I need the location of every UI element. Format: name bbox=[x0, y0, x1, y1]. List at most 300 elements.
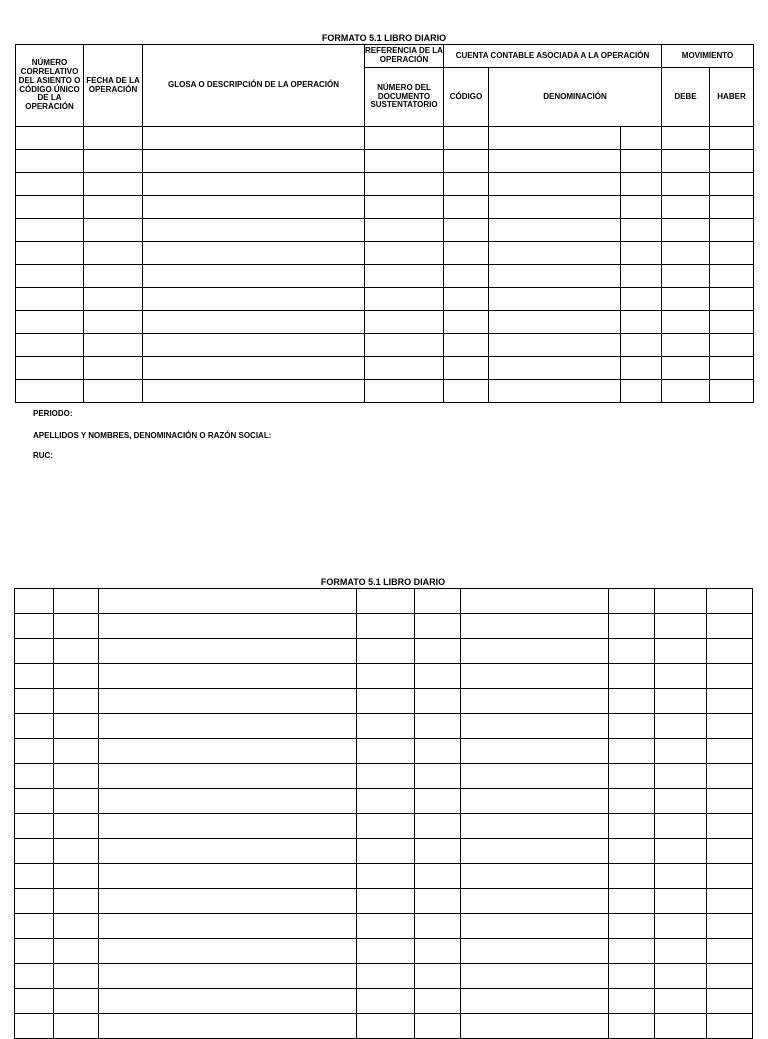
table-cell bbox=[365, 150, 444, 173]
table-cell bbox=[655, 764, 707, 789]
table-cell bbox=[15, 589, 54, 614]
table-cell bbox=[609, 914, 655, 939]
table-cell bbox=[84, 288, 143, 311]
table-cell bbox=[444, 242, 489, 265]
table-row bbox=[15, 764, 753, 789]
table-cell bbox=[489, 334, 621, 357]
header-denominacion: DENOMINACIÓN bbox=[489, 68, 662, 127]
table-cell bbox=[16, 288, 84, 311]
table-cell bbox=[99, 789, 357, 814]
table-cell bbox=[415, 714, 461, 739]
table-cell bbox=[357, 589, 415, 614]
table-cell bbox=[15, 1014, 54, 1039]
table-cell bbox=[15, 964, 54, 989]
table-row bbox=[16, 173, 754, 196]
table-cell bbox=[662, 150, 710, 173]
table-cell bbox=[461, 839, 609, 864]
table-cell bbox=[655, 614, 707, 639]
table-cell bbox=[710, 219, 754, 242]
header-glosa: GLOSA O DESCRIPCIÓN DE LA OPERACIÓN bbox=[143, 45, 365, 127]
table-cell bbox=[609, 689, 655, 714]
table-cell bbox=[621, 357, 662, 380]
table-row bbox=[15, 989, 753, 1014]
table-cell bbox=[662, 311, 710, 334]
table-cell bbox=[461, 889, 609, 914]
table-cell bbox=[662, 196, 710, 219]
table-cell bbox=[489, 219, 621, 242]
table-row bbox=[16, 288, 754, 311]
table-cell bbox=[707, 914, 753, 939]
table-cell bbox=[707, 964, 753, 989]
table-cell bbox=[655, 664, 707, 689]
table-cell bbox=[15, 764, 54, 789]
table-cell bbox=[707, 864, 753, 889]
table-cell bbox=[357, 839, 415, 864]
table-cell bbox=[461, 864, 609, 889]
table-cell bbox=[357, 764, 415, 789]
table-cell bbox=[662, 334, 710, 357]
table-cell bbox=[609, 864, 655, 889]
header-codigo: CÓDIGO bbox=[444, 68, 489, 127]
table-cell bbox=[84, 173, 143, 196]
table-cell bbox=[54, 664, 99, 689]
table-cell bbox=[621, 196, 662, 219]
table-cell bbox=[609, 589, 655, 614]
table-cell bbox=[444, 219, 489, 242]
libro-diario-table-1 bbox=[15, 44, 754, 403]
table-cell bbox=[662, 357, 710, 380]
table-cell bbox=[99, 839, 357, 864]
table-cell bbox=[489, 311, 621, 334]
table-cell bbox=[415, 589, 461, 614]
table-cell bbox=[415, 739, 461, 764]
table-cell bbox=[621, 127, 662, 150]
table-cell bbox=[461, 914, 609, 939]
table-row bbox=[15, 639, 753, 664]
table-cell bbox=[461, 814, 609, 839]
table-cell bbox=[16, 150, 84, 173]
table-cell bbox=[609, 639, 655, 664]
table-row bbox=[16, 357, 754, 380]
table-cell bbox=[655, 939, 707, 964]
table-cell bbox=[662, 265, 710, 288]
table-cell bbox=[710, 311, 754, 334]
table-cell bbox=[54, 964, 99, 989]
table-cell bbox=[621, 380, 662, 403]
table-cell bbox=[710, 150, 754, 173]
table-cell bbox=[365, 265, 444, 288]
table-cell bbox=[461, 789, 609, 814]
table-cell bbox=[54, 914, 99, 939]
table-cell bbox=[710, 127, 754, 150]
table-row bbox=[15, 864, 753, 889]
table-cell bbox=[365, 357, 444, 380]
table-cell bbox=[710, 242, 754, 265]
table-cell bbox=[15, 864, 54, 889]
table-cell bbox=[444, 173, 489, 196]
table-cell bbox=[444, 357, 489, 380]
table-cell bbox=[84, 127, 143, 150]
table-cell bbox=[609, 839, 655, 864]
table-cell bbox=[609, 989, 655, 1014]
table-row bbox=[15, 839, 753, 864]
table-cell bbox=[710, 288, 754, 311]
table-cell bbox=[54, 639, 99, 664]
table-cell bbox=[444, 127, 489, 150]
table-cell bbox=[707, 789, 753, 814]
table-cell bbox=[84, 357, 143, 380]
table-cell bbox=[707, 689, 753, 714]
table-cell bbox=[415, 639, 461, 664]
table-cell bbox=[16, 196, 84, 219]
table-cell bbox=[99, 914, 357, 939]
table-cell bbox=[655, 639, 707, 664]
table-cell bbox=[15, 739, 54, 764]
table-cell bbox=[444, 380, 489, 403]
header-debe: DEBE bbox=[662, 68, 710, 127]
periodo-label: PERIODO: bbox=[33, 409, 73, 418]
table-row bbox=[15, 589, 753, 614]
table-cell bbox=[54, 939, 99, 964]
table-cell bbox=[16, 334, 84, 357]
table-cell bbox=[99, 639, 357, 664]
table-cell bbox=[609, 939, 655, 964]
table-cell bbox=[16, 127, 84, 150]
table-cell bbox=[99, 814, 357, 839]
table-cell bbox=[357, 889, 415, 914]
table-cell bbox=[707, 839, 753, 864]
table-cell bbox=[489, 380, 621, 403]
table-cell bbox=[84, 150, 143, 173]
table-cell bbox=[444, 196, 489, 219]
table-cell bbox=[357, 664, 415, 689]
table-cell bbox=[609, 814, 655, 839]
table-cell bbox=[707, 589, 753, 614]
table-cell bbox=[357, 939, 415, 964]
table-cell bbox=[489, 288, 621, 311]
table-cell bbox=[16, 219, 84, 242]
table-cell bbox=[357, 1014, 415, 1039]
table-cell bbox=[707, 889, 753, 914]
table-cell bbox=[707, 739, 753, 764]
table-cell bbox=[415, 764, 461, 789]
table-cell bbox=[357, 689, 415, 714]
table-cell bbox=[99, 864, 357, 889]
table-cell bbox=[54, 1014, 99, 1039]
table-cell bbox=[707, 639, 753, 664]
table-cell bbox=[143, 127, 365, 150]
table-cell bbox=[143, 311, 365, 334]
table-cell bbox=[365, 288, 444, 311]
table-cell bbox=[710, 173, 754, 196]
table-cell bbox=[444, 311, 489, 334]
table-cell bbox=[16, 242, 84, 265]
table-cell bbox=[99, 664, 357, 689]
table-cell bbox=[609, 714, 655, 739]
table-cell bbox=[609, 739, 655, 764]
table-cell bbox=[54, 989, 99, 1014]
table-cell bbox=[489, 357, 621, 380]
table-cell bbox=[655, 889, 707, 914]
razon-social-label: APELLIDOS Y NOMBRES, DENOMINACIÓN O RAZÓN SOCIAL: bbox=[33, 431, 272, 440]
form2-title: FORMATO 5.1 LIBRO DIARIO bbox=[320, 577, 446, 587]
header-cuenta-contable: CUENTA CONTABLE ASOCIADA A LA OPERACIÓN bbox=[444, 45, 662, 68]
table-cell bbox=[415, 864, 461, 889]
table-cell bbox=[415, 789, 461, 814]
table-cell bbox=[415, 914, 461, 939]
table-cell bbox=[609, 764, 655, 789]
table-cell bbox=[143, 242, 365, 265]
table-cell bbox=[365, 334, 444, 357]
table-cell bbox=[461, 989, 609, 1014]
table-cell bbox=[662, 219, 710, 242]
table-cell bbox=[99, 614, 357, 639]
table-cell bbox=[489, 127, 621, 150]
table-cell bbox=[54, 714, 99, 739]
table-cell bbox=[662, 288, 710, 311]
table-cell bbox=[84, 196, 143, 219]
table-cell bbox=[621, 265, 662, 288]
table-row bbox=[15, 789, 753, 814]
table-cell bbox=[444, 334, 489, 357]
table-cell bbox=[461, 739, 609, 764]
header-numero-correlativo: NÚMERO CORRELATIVO DEL ASIENTO O CÓDIGO ÚNICO DE LA OPERACIÓN bbox=[16, 45, 84, 127]
table-cell bbox=[621, 311, 662, 334]
table-cell bbox=[84, 219, 143, 242]
table-cell bbox=[16, 173, 84, 196]
table-cell bbox=[84, 334, 143, 357]
table-cell bbox=[143, 219, 365, 242]
table-cell bbox=[357, 639, 415, 664]
table-cell bbox=[54, 589, 99, 614]
table-cell bbox=[99, 739, 357, 764]
table-cell bbox=[15, 639, 54, 664]
table-cell bbox=[415, 839, 461, 864]
table-cell bbox=[461, 689, 609, 714]
table-cell bbox=[655, 839, 707, 864]
table-cell bbox=[143, 196, 365, 219]
table-cell bbox=[655, 964, 707, 989]
table-cell bbox=[357, 739, 415, 764]
table-cell bbox=[15, 939, 54, 964]
table-cell bbox=[15, 914, 54, 939]
table-cell bbox=[662, 173, 710, 196]
table-cell bbox=[15, 614, 54, 639]
table-cell bbox=[461, 589, 609, 614]
table-cell bbox=[655, 689, 707, 714]
table-cell bbox=[621, 242, 662, 265]
table-cell bbox=[489, 150, 621, 173]
table-cell bbox=[461, 1014, 609, 1039]
table-cell bbox=[84, 265, 143, 288]
table-cell bbox=[707, 989, 753, 1014]
table-cell bbox=[99, 1014, 357, 1039]
table-row bbox=[16, 242, 754, 265]
table-cell bbox=[84, 380, 143, 403]
table-cell bbox=[357, 714, 415, 739]
table-cell bbox=[357, 814, 415, 839]
header-movimiento: MOVIMIENTO bbox=[662, 45, 754, 68]
table-row bbox=[16, 127, 754, 150]
table-cell bbox=[710, 265, 754, 288]
table-row bbox=[16, 380, 754, 403]
table-cell bbox=[143, 380, 365, 403]
table-cell bbox=[461, 764, 609, 789]
table-row bbox=[15, 889, 753, 914]
table-row bbox=[16, 311, 754, 334]
table-cell bbox=[99, 964, 357, 989]
table-cell bbox=[99, 989, 357, 1014]
table-cell bbox=[415, 1014, 461, 1039]
table-row bbox=[15, 939, 753, 964]
table-cell bbox=[54, 739, 99, 764]
table-cell bbox=[84, 311, 143, 334]
table-cell bbox=[365, 196, 444, 219]
table-cell bbox=[609, 964, 655, 989]
table-cell bbox=[15, 989, 54, 1014]
table-cell bbox=[710, 334, 754, 357]
table-row bbox=[15, 1014, 753, 1039]
table-cell bbox=[655, 914, 707, 939]
table-cell bbox=[444, 150, 489, 173]
table-cell bbox=[143, 334, 365, 357]
table-cell bbox=[357, 864, 415, 889]
table-cell bbox=[415, 889, 461, 914]
table-cell bbox=[54, 814, 99, 839]
table-cell bbox=[99, 714, 357, 739]
table-cell bbox=[54, 889, 99, 914]
table-cell bbox=[15, 789, 54, 814]
table-cell bbox=[461, 664, 609, 689]
table-cell bbox=[365, 380, 444, 403]
table-row bbox=[15, 964, 753, 989]
table-row bbox=[15, 714, 753, 739]
table-cell bbox=[15, 714, 54, 739]
table-row bbox=[16, 334, 754, 357]
table-cell bbox=[415, 689, 461, 714]
table-cell bbox=[99, 939, 357, 964]
table-cell bbox=[655, 739, 707, 764]
table-cell bbox=[357, 914, 415, 939]
table-cell bbox=[655, 814, 707, 839]
form1-title: FORMATO 5.1 LIBRO DIARIO bbox=[321, 33, 447, 43]
table-row bbox=[16, 150, 754, 173]
table-cell bbox=[444, 288, 489, 311]
table-cell bbox=[99, 589, 357, 614]
table-cell bbox=[707, 714, 753, 739]
table-cell bbox=[15, 689, 54, 714]
table-cell bbox=[461, 714, 609, 739]
table-cell bbox=[15, 889, 54, 914]
table-cell bbox=[16, 265, 84, 288]
table-cell bbox=[621, 334, 662, 357]
table-cell bbox=[54, 764, 99, 789]
table-cell bbox=[609, 614, 655, 639]
table-cell bbox=[444, 265, 489, 288]
table-cell bbox=[489, 173, 621, 196]
table-cell bbox=[489, 196, 621, 219]
table-cell bbox=[15, 814, 54, 839]
table-cell bbox=[461, 614, 609, 639]
table-cell bbox=[461, 964, 609, 989]
table-cell bbox=[99, 889, 357, 914]
table-cell bbox=[655, 714, 707, 739]
table-row bbox=[15, 689, 753, 714]
table-cell bbox=[655, 589, 707, 614]
table-cell bbox=[662, 127, 710, 150]
header-fecha-operacion: FECHA DE LA OPERACIÓN bbox=[84, 45, 143, 127]
table-cell bbox=[415, 814, 461, 839]
table-row bbox=[16, 265, 754, 288]
table-row bbox=[15, 914, 753, 939]
table-cell bbox=[621, 288, 662, 311]
table-cell bbox=[609, 664, 655, 689]
table-cell bbox=[15, 664, 54, 689]
table-cell bbox=[461, 939, 609, 964]
table-cell bbox=[707, 764, 753, 789]
table-cell bbox=[621, 150, 662, 173]
header-haber: HABER bbox=[710, 68, 754, 127]
table-cell bbox=[707, 614, 753, 639]
table-cell bbox=[54, 689, 99, 714]
table-cell bbox=[621, 219, 662, 242]
table-cell bbox=[655, 1014, 707, 1039]
table-row bbox=[15, 664, 753, 689]
table-row bbox=[15, 614, 753, 639]
table-cell bbox=[621, 173, 662, 196]
table-cell bbox=[707, 1014, 753, 1039]
table-row bbox=[16, 219, 754, 242]
table-cell bbox=[707, 939, 753, 964]
table-cell bbox=[609, 789, 655, 814]
table-cell bbox=[15, 839, 54, 864]
table-cell bbox=[99, 764, 357, 789]
table-cell bbox=[99, 689, 357, 714]
table-cell bbox=[54, 614, 99, 639]
table-cell bbox=[357, 964, 415, 989]
libro-diario-table-2 bbox=[14, 588, 753, 1039]
table-row bbox=[15, 739, 753, 764]
table-cell bbox=[143, 357, 365, 380]
table-cell bbox=[84, 242, 143, 265]
table-cell bbox=[655, 864, 707, 889]
table-cell bbox=[415, 989, 461, 1014]
table-cell bbox=[461, 639, 609, 664]
table-cell bbox=[707, 664, 753, 689]
table-cell bbox=[710, 380, 754, 403]
table-cell bbox=[662, 242, 710, 265]
table-cell bbox=[357, 989, 415, 1014]
table-cell bbox=[609, 1014, 655, 1039]
table-cell bbox=[357, 789, 415, 814]
table-cell bbox=[415, 614, 461, 639]
table-cell bbox=[54, 864, 99, 889]
table-cell bbox=[16, 357, 84, 380]
table-cell bbox=[489, 242, 621, 265]
table-cell bbox=[662, 380, 710, 403]
table-cell bbox=[655, 789, 707, 814]
table-cell bbox=[54, 789, 99, 814]
ruc-label: RUC: bbox=[33, 451, 53, 460]
table-cell bbox=[707, 814, 753, 839]
table-row bbox=[16, 196, 754, 219]
table-cell bbox=[415, 939, 461, 964]
table-cell bbox=[710, 357, 754, 380]
table-cell bbox=[54, 839, 99, 864]
table-row bbox=[15, 814, 753, 839]
table-cell bbox=[143, 173, 365, 196]
table-cell bbox=[365, 242, 444, 265]
